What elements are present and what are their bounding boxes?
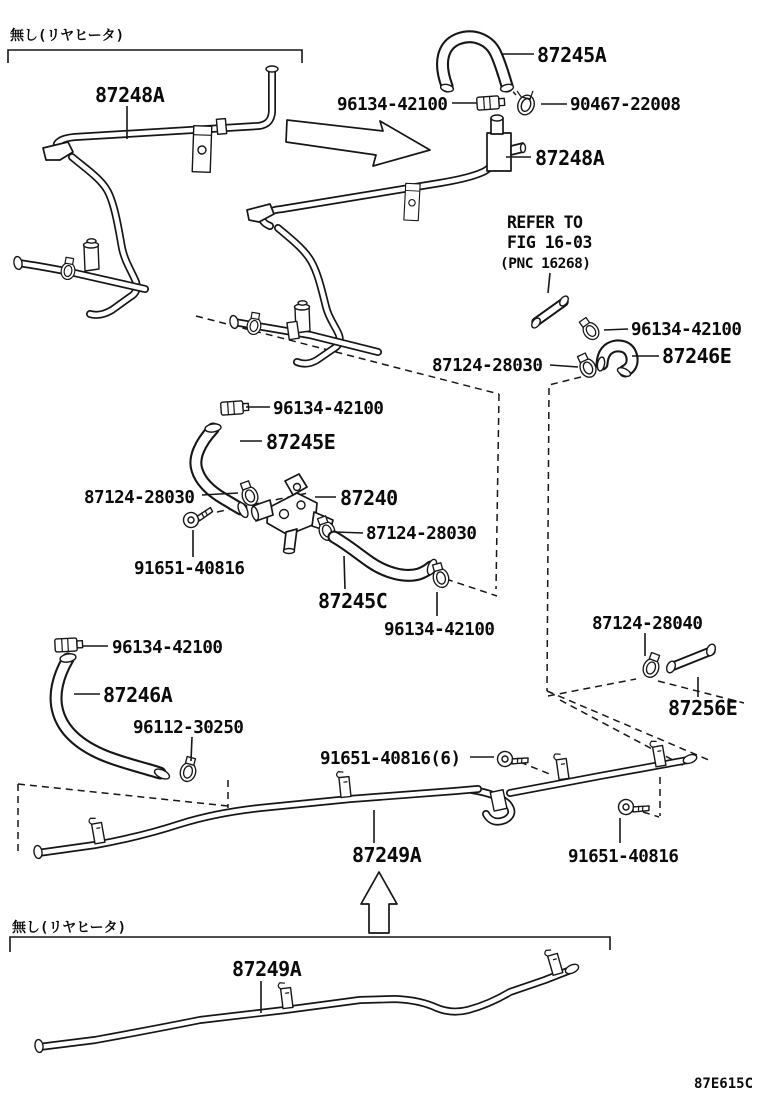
pipe-87249a-bottom	[34, 948, 580, 1053]
clamp-87124-28040-icon	[641, 652, 664, 680]
pipe-87256e	[665, 643, 717, 674]
part-label-87124-valve[interactable]: 87124-28030	[366, 524, 477, 544]
pipe-clip-icon	[336, 771, 351, 798]
part-label-87246a[interactable]: 87246A	[103, 683, 173, 707]
part-label-87245e[interactable]: 87245E	[266, 430, 336, 454]
part-label-91651-6[interactable]: 91651-40816(6)	[320, 749, 461, 769]
bolt-91651-valve-icon	[182, 507, 215, 529]
part-label-87256e[interactable]: 87256E	[668, 696, 738, 720]
part-label-91651-valve[interactable]: 91651-40816	[134, 559, 245, 579]
part-label-96134-top[interactable]: 96134-42100	[337, 95, 448, 115]
direction-arrow-right	[286, 120, 430, 166]
clamp-96134-mid-icon	[221, 400, 249, 415]
part-label-87248a-lower[interactable]: 87248A	[535, 146, 605, 170]
pipe-clip-icon	[544, 948, 563, 976]
section-label-bottom: 無し(リヤヒータ)	[12, 920, 127, 936]
part-label-87124-28040[interactable]: 87124-28040	[592, 614, 703, 634]
clamp-90467-icon	[515, 91, 537, 117]
part-label-87124-right[interactable]: 87124-28030	[432, 356, 543, 376]
refer-note-line2: FIG 16-03	[507, 233, 592, 252]
pipe-clip-icon	[278, 982, 293, 1009]
clamp-87124-right-icon	[575, 351, 599, 379]
section-bracket-bottom	[10, 937, 610, 952]
diagram-code: 87E615C	[694, 1076, 754, 1092]
bolt-91651-rear-icon	[617, 798, 650, 820]
clamp-96112-icon	[178, 756, 199, 783]
valve-87240	[250, 474, 333, 554]
direction-arrow-up	[361, 872, 397, 933]
part-label-96134-lower[interactable]: 96134-42100	[384, 620, 495, 640]
part-label-87245c[interactable]: 87245C	[318, 589, 388, 613]
section-label-top: 無し(リヤヒータ)	[10, 28, 125, 44]
part-label-87248a-upper[interactable]: 87248A	[95, 83, 165, 107]
hose-87246a	[56, 653, 171, 781]
refer-note	[500, 213, 592, 272]
pipe-clip-icon	[553, 753, 569, 780]
mounting-bracket	[404, 183, 420, 221]
part-label-96134-right[interactable]: 96134-42100	[631, 320, 742, 340]
refer-note-line1: REFER TO	[507, 213, 583, 232]
part-label-96134-mid[interactable]: 96134-42100	[273, 399, 384, 419]
hose-87245e	[196, 423, 250, 519]
hose-87245a	[440, 37, 514, 93]
part-label-96112[interactable]: 96112-30250	[133, 718, 244, 738]
part-label-96134-left[interactable]: 96134-42100	[112, 638, 223, 658]
clamp-96134-lower-icon	[430, 562, 451, 589]
part-label-87249a-bottom[interactable]: 87249A	[232, 957, 302, 981]
clamp-96134-top-icon	[477, 95, 505, 110]
part-label-90467[interactable]: 90467-22008	[570, 95, 681, 115]
clamp-96134-left-icon	[55, 638, 83, 652]
refer-note-line3: (PNC 16268)	[500, 256, 591, 272]
part-label-87245a[interactable]: 87245A	[537, 43, 607, 67]
part-label-87249a-mid[interactable]: 87249A	[352, 843, 422, 867]
part-label-87246e[interactable]: 87246E	[662, 344, 732, 368]
part-label-87124-left[interactable]: 87124-28030	[84, 488, 195, 508]
pipe-fitting	[84, 239, 100, 271]
t-fitting	[487, 115, 526, 171]
mounting-bracket	[192, 126, 212, 173]
part-label-87240[interactable]: 87240	[340, 486, 398, 510]
hose-87246e	[596, 346, 632, 378]
clamp-96134-right-icon	[577, 315, 602, 342]
part-label-91651-rear[interactable]: 91651-40816	[568, 847, 679, 867]
section-bracket-top	[8, 50, 302, 63]
refer-pipe-16268	[530, 294, 570, 329]
bolt-91651-6-icon	[496, 750, 529, 772]
pipe-clip-icon	[89, 817, 105, 845]
